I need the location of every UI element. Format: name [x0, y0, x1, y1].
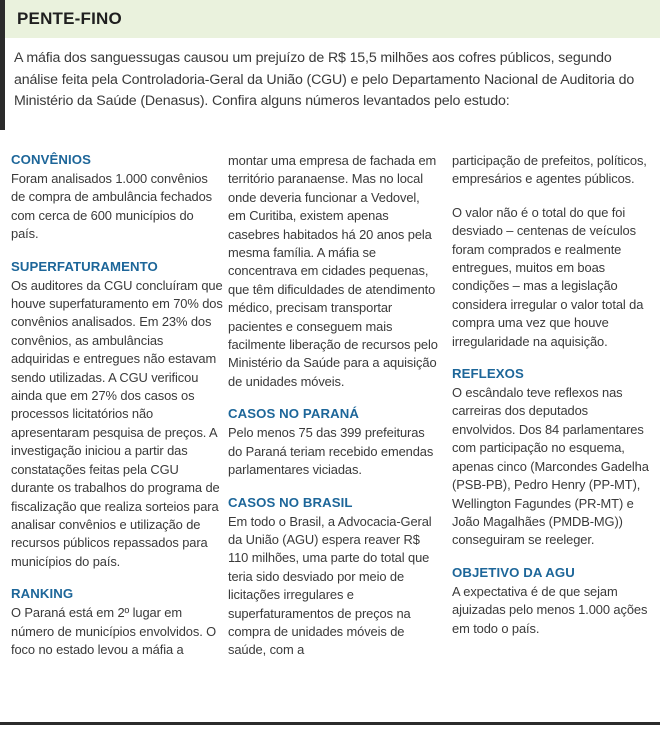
column-3-continuation-2: O valor não é o total do que foi desviado – centenas de veículos foram comprados e realmente entregues, muitos em boas condições – mas a legislação considera irregular o valor total da compra uma vez que houve irregularidade na aquisição.: [452, 204, 644, 349]
section-body-casos-no-brasil: Em todo o Brasil, a Advocacia-Geral da União (AGU) espera reaver R$ 110 milhões, uma parte do total que teria sido desviado por meio de licitações irregulares e superfaturamentos de preços na compra de unidades móveis de saúde, com a: [228, 513, 432, 658]
section-casos-no-brasil: [228, 495, 440, 660]
column-3-continuation: participação de prefeitos, políticos, empresários e agentes públicos.: [452, 153, 647, 187]
section-heading-convenios: CONVÊNIOS: [11, 152, 92, 167]
page-title: PENTE-FINO: [17, 9, 122, 28]
column-2: [228, 152, 440, 661]
section-heading-objetivo-da-agu: OBJETIVO DA AGU: [452, 564, 575, 580]
bottom-divider: [0, 722, 660, 725]
section-body-reflexos: O escândalo teve reflexos nas carreiras dos deputados envolvidos. Dos 84 parlamentares com participação no esquema, apenas cinco (Marcondes Gadelha (PSB-PB), Pedro Henry (PP-MT), Wellington Fagundes (PR-MT) e João Magalhães (PMDB-MG)) conseguiram se reeleger.: [452, 385, 649, 548]
column-3: [452, 152, 652, 639]
article-columns: [0, 152, 660, 712]
column-1: [11, 152, 223, 660]
section-superfaturamento: [11, 259, 223, 572]
intro-paragraph: A máfia dos sanguessugas causou um prejuízo de R$ 15,5 milhões aos cofres públicos, segundo análise feita pela Controladoria-Geral da União (CGU) e pelo Departamento Nacional de Auditoria do Ministério da Saúde (Denasus). Confira alguns números levantados pelo estudo:: [14, 50, 635, 109]
section-ranking: [11, 586, 223, 659]
section-reflexos: [452, 366, 652, 550]
section-body-ranking: O Paraná está em 2º lugar em número de municípios envolvidos. O foco no estado levou a máfia a: [11, 605, 217, 657]
header-accent-bar: [0, 0, 5, 130]
section-convenios: [11, 152, 223, 244]
section-objetivo-da-agu: [452, 565, 652, 638]
section-heading-ranking: RANKING: [11, 586, 74, 602]
section-casos-no-parana: [228, 406, 440, 479]
column-2-continuation: montar uma empresa de fachada em território paranaense. Mas no local onde deveria funcionar a Vedovel, em Curitiba, existem apenas casebres habitados há 20 anos pela mesma família. A máfia se concentrava em cidades pequenas, que têm dificuldades de atendimento médico, precisam transportar pacientes e conseguem mais facilmente liberação de recursos pelo Ministério da Saúde para a aquisição de unidades móveis.: [228, 153, 438, 389]
section-heading-casos-no-parana: CASOS NO PARANÁ: [228, 406, 359, 422]
section-heading-reflexos: REFLEXOS: [452, 366, 524, 382]
section-body-objetivo-da-agu: A expectativa é de que sejam ajuizadas pelo menos 1.000 ações em todo o país.: [452, 583, 648, 636]
section-heading-superfaturamento: SUPERFATURAMENTO: [11, 258, 158, 274]
section-body-convenios: Foram analisados 1.000 convênios de compra de ambulância fechados com cerca de 600 municípios do país.: [11, 171, 213, 242]
section-body-casos-no-parana: Pelo menos 75 das 399 prefeituras do Paraná teriam recebido emendas parlamentares viciadas.: [228, 425, 434, 478]
section-body-superfaturamento: Os auditores da CGU concluíram que houve superfaturamento em 70% dos convênios analisados. Em 23% dos convênios, as ambulâncias adquiridas e entregues não estavam sendo utilizadas. A CGU verificou ainda que em 27% dos casos os processos licitatórios não apresentaram pesquisa de preços. A investigação iniciou a partir das constatações feitas pela CGU durante os trabalhos do programa de fiscalização que realiza sorteios para analisar convênios e utilização de recursos públicos repassados para municípios do país.: [11, 277, 223, 569]
section-heading-casos-no-brasil: CASOS NO BRASIL: [228, 494, 353, 510]
